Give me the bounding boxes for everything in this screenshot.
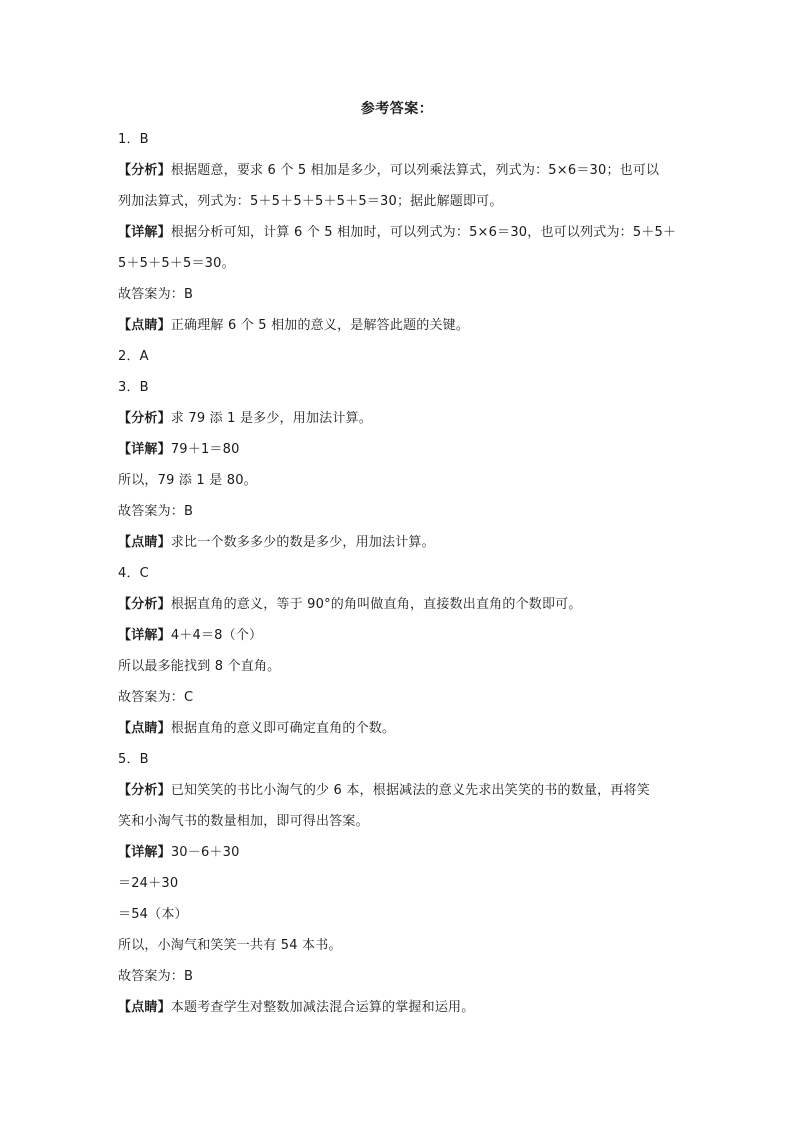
section-tag: 【分析】 <box>118 597 171 612</box>
answer-line <box>118 620 688 651</box>
section-tag: 【详解】 <box>118 442 171 457</box>
line-text: 所以，小淘气和笑笑一共有 54 本书。 <box>118 938 342 953</box>
line-text: 30－6＋30 <box>170 845 240 860</box>
section-tag: 【点睛】 <box>118 318 171 333</box>
line-text: 已知笑笑的书比小淘气的少 6 本，根据减法的意义先求出笑笑的书的数量，再将笑 <box>170 783 650 798</box>
section-tag: 【详解】 <box>118 225 171 240</box>
answer-line <box>118 527 688 558</box>
answer-line <box>118 434 688 465</box>
line-text: 根据分析可知，计算 6 个 5 相加时，可以列式为：5×6＝30，也可以列式为：5＋5＋ <box>170 225 677 240</box>
section-tag: 【点睛】 <box>118 721 171 736</box>
answer-line <box>118 341 688 372</box>
line-text: 故答案为：B <box>118 287 194 302</box>
answer-line <box>118 899 688 930</box>
answer-line <box>118 310 688 341</box>
line-text: 3．B <box>118 380 149 395</box>
line-text: 所以最多能找到 8 个直角。 <box>118 659 281 674</box>
answer-line <box>118 744 688 775</box>
line-text: 故答案为：B <box>118 969 194 984</box>
answer-line <box>118 868 688 899</box>
page-title: 参考答案： <box>360 101 434 117</box>
line-text: 笑和小淘气书的数量相加，即可得出答案。 <box>118 814 369 829</box>
answer-line <box>118 155 688 186</box>
line-text: 根据直角的意义，等于 90°的角叫做直角，直接数出直角的个数即可。 <box>170 597 582 612</box>
line-text: 4．C <box>118 566 149 581</box>
answer-line <box>118 589 688 620</box>
line-text: 所以，79 添 1 是 80。 <box>118 473 257 488</box>
answer-line <box>118 806 688 837</box>
line-text: ＝24＋30 <box>118 876 179 891</box>
answer-line <box>118 713 688 744</box>
answer-line <box>118 403 688 434</box>
answer-line <box>118 465 688 496</box>
line-text: 列加法算式，列式为：5＋5＋5＋5＋5＋5＝30；据此解题即可。 <box>118 194 503 209</box>
answer-line <box>118 279 688 310</box>
answer-line <box>118 992 688 1023</box>
line-text: 2．A <box>118 349 149 364</box>
answer-line <box>118 837 688 868</box>
line-text: 5．B <box>118 752 149 767</box>
answer-line <box>118 124 688 155</box>
section-tag: 【分析】 <box>118 783 171 798</box>
answer-line <box>118 682 688 713</box>
line-text: ＝54（本） <box>118 907 188 922</box>
answer-line <box>118 961 688 992</box>
answer-line <box>118 372 688 403</box>
section-tag: 【点睛】 <box>118 535 171 550</box>
line-text: 本题考查学生对整数加减法混合运算的掌握和运用。 <box>170 1000 475 1015</box>
section-tag: 【分析】 <box>118 163 171 178</box>
answer-line <box>118 248 688 279</box>
line-text: 79＋1＝80 <box>170 442 240 457</box>
line-text: 4＋4＝8（个） <box>170 628 263 643</box>
answer-line <box>118 496 688 527</box>
line-text: 故答案为：B <box>118 504 194 519</box>
section-tag: 【点睛】 <box>118 1000 171 1015</box>
answer-line <box>118 186 688 217</box>
line-text: 1．B <box>118 132 149 147</box>
line-text: 求 79 添 1 是多少，用加法计算。 <box>170 411 372 426</box>
line-text: 求比一个数多多少的数是多少，用加法计算。 <box>170 535 435 550</box>
answer-line <box>118 651 688 682</box>
line-text: 正确理解 6 个 5 相加的意义，是解答此题的关键。 <box>170 318 470 333</box>
answer-line <box>118 775 688 806</box>
section-tag: 【详解】 <box>118 628 171 643</box>
answer-line <box>118 558 688 589</box>
line-text: 故答案为：C <box>118 690 194 705</box>
answer-line <box>118 217 688 248</box>
section-tag: 【详解】 <box>118 845 171 860</box>
line-text: 5＋5＋5＋5＝30。 <box>118 256 235 271</box>
answer-content <box>118 124 688 1023</box>
answer-line <box>118 930 688 961</box>
section-tag: 【分析】 <box>118 411 171 426</box>
line-text: 根据题意，要求 6 个 5 相加是多少，可以列乘法算式，列式为：5×6＝30；也可以 <box>170 163 660 178</box>
line-text: 根据直角的意义即可确定直角的个数。 <box>170 721 396 736</box>
